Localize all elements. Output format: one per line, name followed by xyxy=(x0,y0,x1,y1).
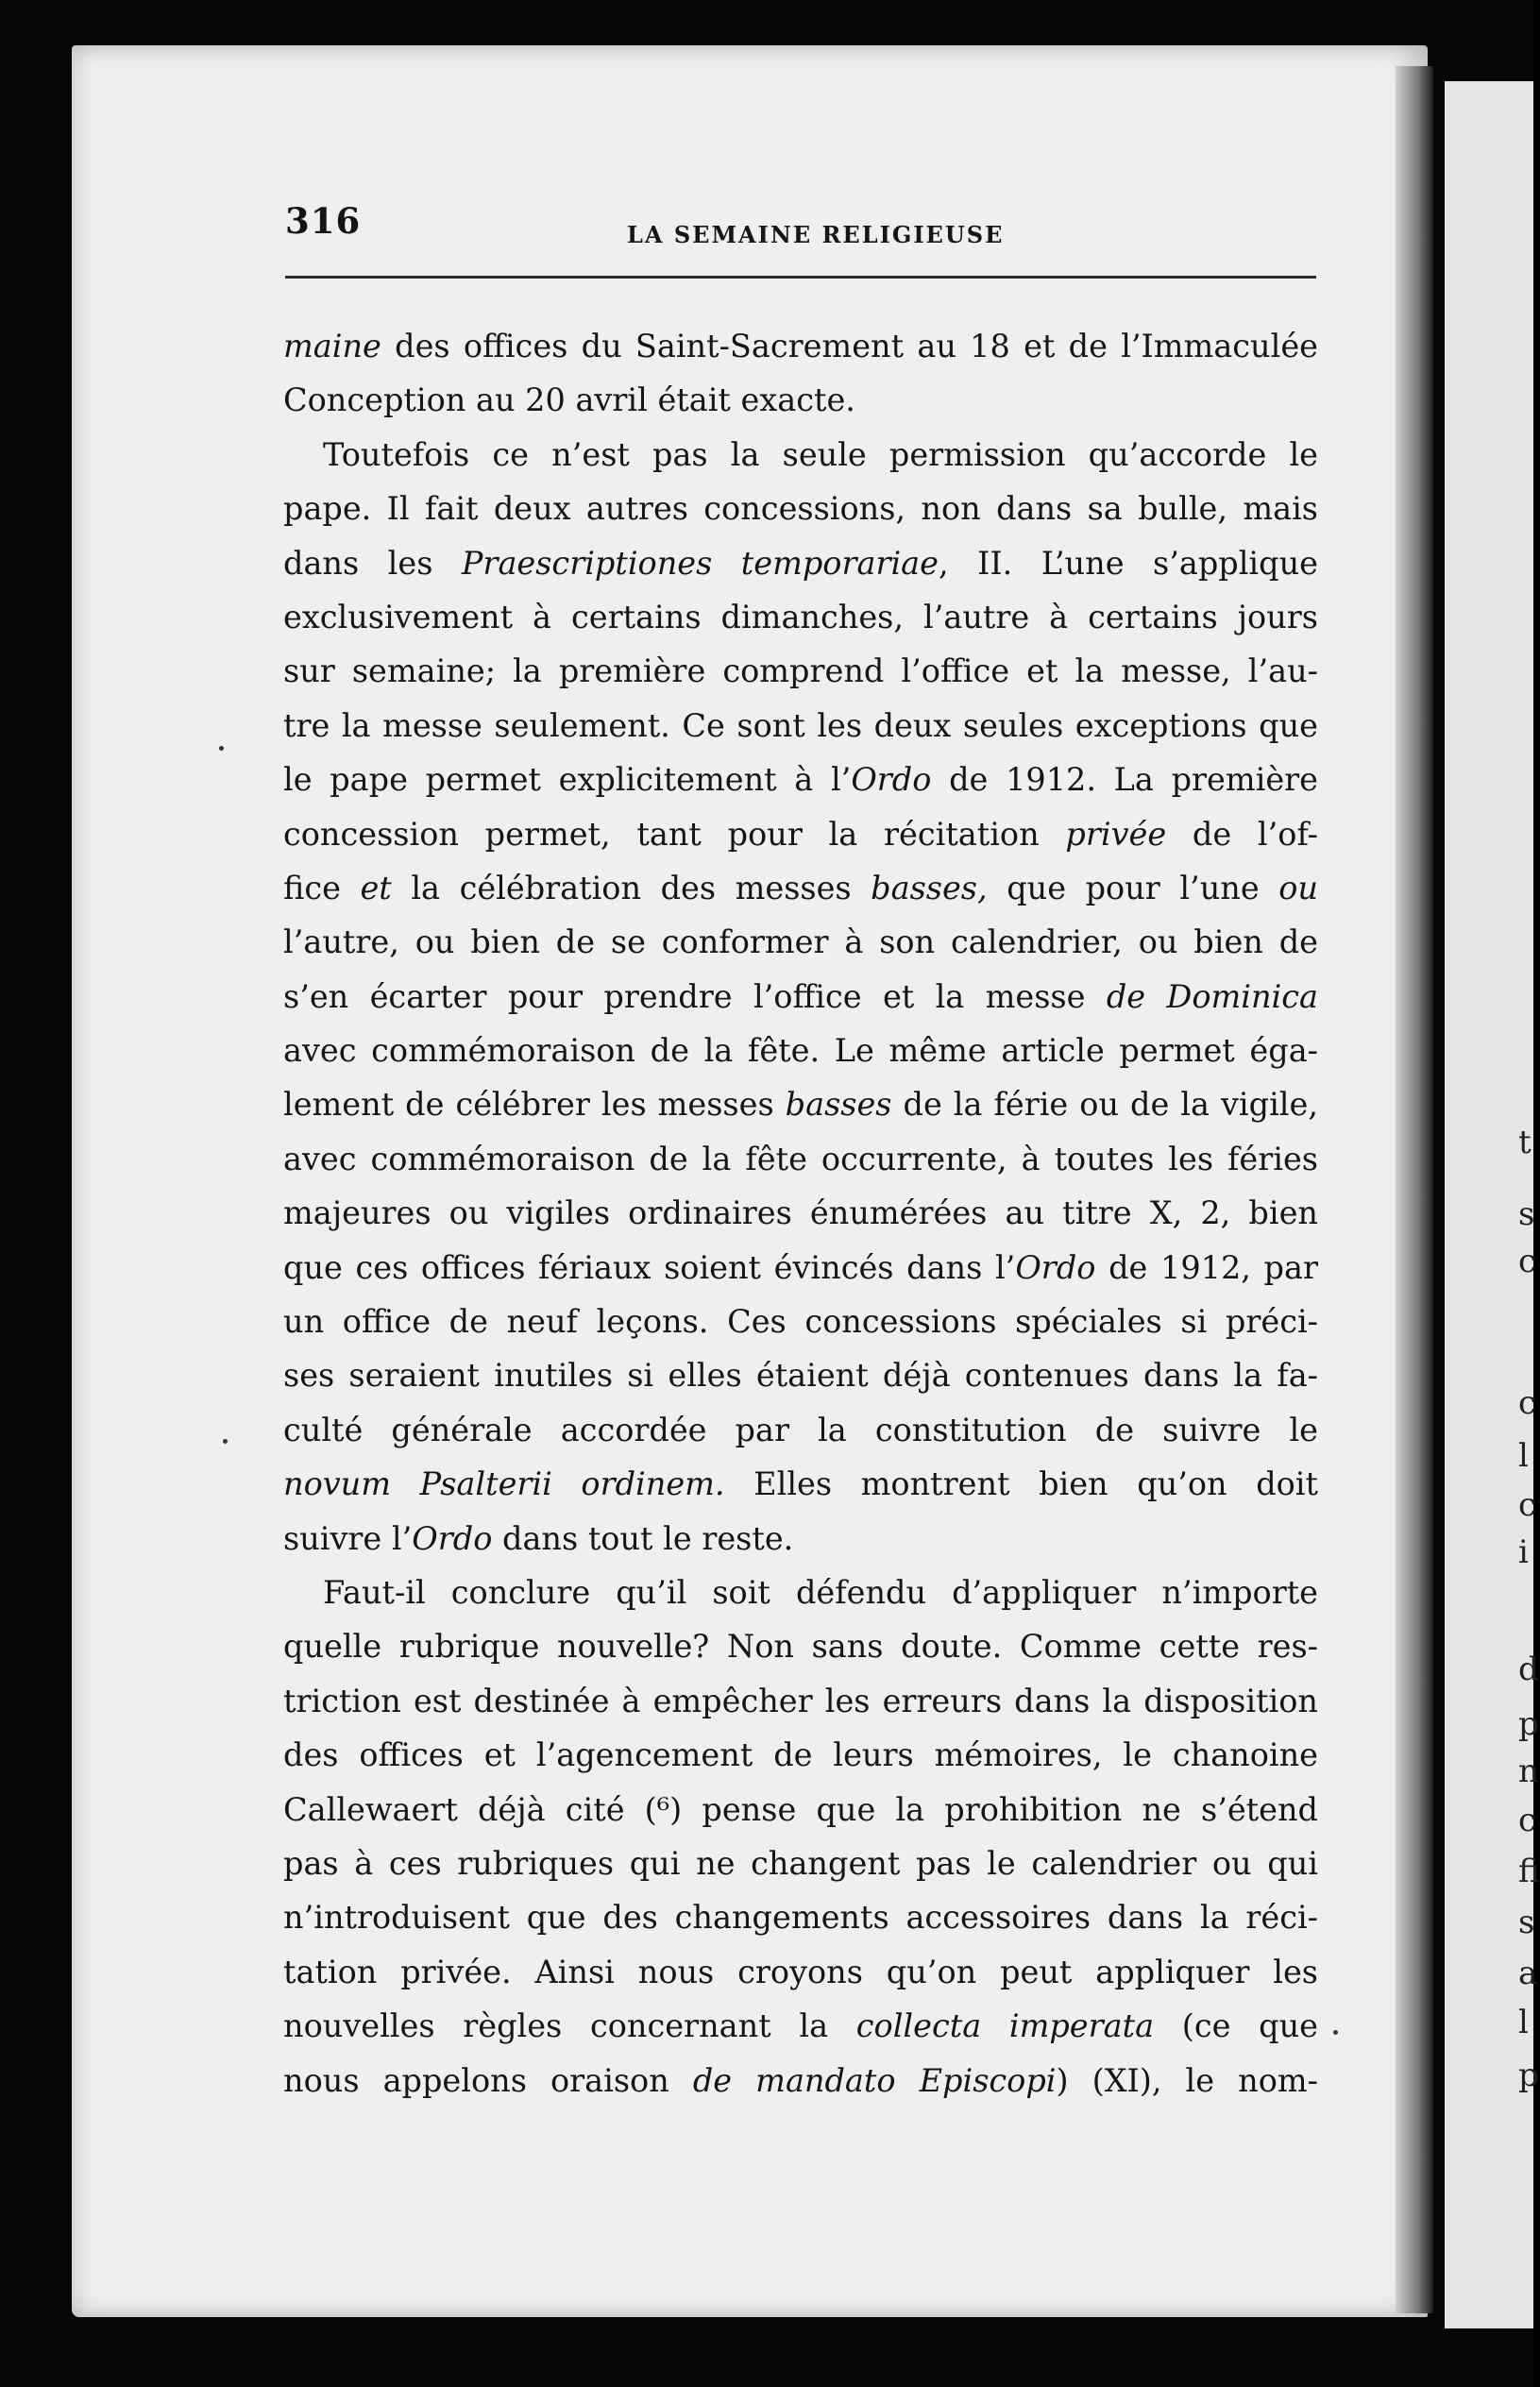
text-run: Conception au 20 avril était exacte. xyxy=(283,381,855,419)
text-run: pape. Il fait deux autres concessions, non dans sa bulle, mais xyxy=(283,490,1318,528)
text-line xyxy=(283,1132,1318,1186)
facing-page-fragment: a xyxy=(1518,1955,1538,1992)
text-run: Faut-il conclure qu’il soit défendu d’appliquer n’importe xyxy=(323,1573,1318,1611)
text-line xyxy=(283,1512,1318,1566)
text-run: exclusivement à certains dimanches, l’autre à certains jours xyxy=(283,598,1318,635)
text-line xyxy=(283,1457,1318,1511)
italic-run: novum Psalterii ordinem. xyxy=(283,1465,725,1503)
facing-page-fragment: c xyxy=(1518,1384,1537,1422)
text-run: nouvelles règles concernant la xyxy=(283,2007,856,2045)
text-line xyxy=(283,1945,1318,1999)
text-run: que pour l’une xyxy=(987,869,1279,906)
text-line xyxy=(283,590,1318,644)
text-line xyxy=(283,428,1318,482)
text-run: ) (XI), le nom- xyxy=(1056,2061,1318,2099)
text-run: (ce que xyxy=(1154,2007,1318,2045)
text-line xyxy=(283,1674,1318,1728)
page-gutter-shadow xyxy=(1396,66,1433,2313)
text-line xyxy=(283,915,1318,969)
italic-run: collecta imperata xyxy=(855,2007,1155,2045)
text-run: des offices et l’agencement de leurs mémoires, le chanoine xyxy=(283,1736,1318,1774)
print-speck xyxy=(223,1439,228,1444)
facing-page-fragment: p xyxy=(1518,1705,1539,1743)
text-run: , II. L’une s’applique xyxy=(938,544,1318,582)
text-line xyxy=(283,970,1318,1024)
print-speck xyxy=(1333,2030,1338,2035)
italic-run: Ordo xyxy=(412,1519,493,1557)
text-run: s’en écarter pour prendre l’office et la messe xyxy=(283,977,1107,1015)
facing-page-fragment: s xyxy=(1518,1904,1535,1941)
italic-run: maine xyxy=(283,328,381,364)
facing-page-fragment: i xyxy=(1518,1533,1529,1571)
text-line xyxy=(283,482,1318,535)
running-title: LA SEMAINE RELIGIEUSE xyxy=(627,221,1005,248)
text-run: suivre l’ xyxy=(283,1519,413,1557)
text-line xyxy=(283,753,1318,806)
text-line xyxy=(283,861,1318,915)
text-run: triction est destinée à empêcher les erreurs dans la disposition xyxy=(283,1682,1318,1719)
text-line xyxy=(283,536,1318,590)
text-line xyxy=(283,807,1318,861)
text-run: lement de célébrer les messes xyxy=(283,1086,786,1124)
facing-page-fragment: s xyxy=(1518,1195,1535,1233)
text-run: tation privée. Ainsi nous croyons qu’on peut appliquer les xyxy=(283,1953,1318,1990)
text-line xyxy=(283,2054,1318,2108)
italic-run: Ordo xyxy=(1015,1248,1096,1286)
text-run: sur semaine; la première comprend l’office et la messe, l’au- xyxy=(283,652,1318,690)
facing-page-fragment: n xyxy=(1518,1752,1539,1790)
text-line xyxy=(283,1186,1318,1240)
text-run: de la férie ou de la vigile, xyxy=(891,1086,1318,1124)
facing-page-fragment: c xyxy=(1518,1243,1537,1280)
text-line xyxy=(283,1999,1318,2053)
text-run: le pape permet explicitement à l’ xyxy=(283,761,852,799)
text-run: quelle rubrique nouvelle? Non sans doute. Comme cette res- xyxy=(283,1628,1318,1666)
italic-run: privée xyxy=(1065,815,1167,853)
text-run: n’introduisent que des changements accessoires dans la réci- xyxy=(283,1899,1318,1937)
text-run: concession permet, tant pour la récitation xyxy=(283,815,1066,853)
text-run: pas à ces rubriques qui ne changent pas le calendrier ou qui xyxy=(283,1844,1318,1882)
text-line xyxy=(283,1077,1318,1131)
italic-run: basses xyxy=(785,1086,892,1124)
text-line xyxy=(283,1024,1318,1077)
facing-page-fragment: fi xyxy=(1518,1853,1540,1890)
header-rule xyxy=(285,276,1316,279)
print-speck xyxy=(219,746,224,751)
text-line xyxy=(283,1241,1318,1295)
text-line xyxy=(283,1566,1318,1619)
text-run: nous appelons oraison xyxy=(283,2061,693,2099)
text-run: dans les xyxy=(283,544,462,582)
text-line xyxy=(283,1295,1318,1348)
text-run: l’autre, ou bien de se conformer à son calendrier, ou bien de xyxy=(283,923,1318,961)
facing-page-edge xyxy=(1445,81,1540,2328)
text-line xyxy=(283,1619,1318,1673)
text-line xyxy=(283,644,1318,698)
facing-page-fragment: l xyxy=(1518,2004,1529,2041)
text-run: des offices du Saint-Sacrement au 18 et de l’Immaculée xyxy=(381,328,1318,364)
italic-run: Praescriptiones temporariae xyxy=(461,544,939,582)
facing-page-fragment: p xyxy=(1518,2057,1539,2094)
text-run: la célébration des messes xyxy=(391,869,872,906)
italic-run: basses, xyxy=(871,869,988,906)
facing-page-fragment: c xyxy=(1518,1486,1537,1524)
text-line xyxy=(283,1783,1318,1837)
text-run: un office de neuf leçons. Ces concessions spéciales si préci- xyxy=(283,1303,1318,1341)
text-line xyxy=(283,699,1318,753)
italic-run: Ordo xyxy=(851,761,932,799)
italic-run: ou xyxy=(1278,869,1318,906)
facing-page-fragment: c xyxy=(1518,1802,1537,1839)
text-run: culté générale accordée par la constitution de suivre le xyxy=(283,1411,1318,1448)
italic-run: de Dominica xyxy=(1106,977,1318,1015)
facing-page-fragment: d xyxy=(1518,1651,1539,1688)
text-run: de l’of- xyxy=(1166,815,1318,853)
text-run: de 1912. La première xyxy=(931,761,1318,799)
body-text xyxy=(283,319,1318,2108)
italic-run: et xyxy=(360,869,392,906)
text-run: fice xyxy=(283,869,361,906)
text-run: que ces offices fériaux soient évincés dans l’ xyxy=(283,1248,1016,1286)
italic-run: de mandato Episcopi xyxy=(692,2061,1057,2099)
text-line xyxy=(283,1837,1318,1890)
text-run: de 1912, par xyxy=(1095,1248,1318,1286)
text-line xyxy=(283,1403,1318,1457)
text-run: Elles montrent bien qu’on doit xyxy=(724,1465,1318,1503)
text-run: dans tout le reste. xyxy=(492,1519,794,1557)
facing-page-fragment: t xyxy=(1518,1124,1532,1161)
text-line xyxy=(283,1728,1318,1782)
text-line xyxy=(283,373,1318,427)
text-run: avec commémoraison de la fête occurrente, à toutes les féries xyxy=(283,1140,1318,1177)
page-number: 316 xyxy=(285,200,362,242)
text-run: Toutefois ce n’est pas la seule permission qu’accorde le xyxy=(323,435,1318,473)
text-run: ses seraient inutiles si elles étaient déjà contenues dans la fa- xyxy=(283,1357,1318,1395)
text-run: Callewaert déjà cité (⁶) pense que la prohibition ne s’étend xyxy=(283,1790,1318,1828)
text-line xyxy=(283,1348,1318,1402)
page-header xyxy=(285,189,1314,279)
text-line xyxy=(283,319,1318,373)
text-run: avec commémoraison de la fête. Le même article permet éga- xyxy=(283,1032,1318,1070)
text-run: majeures ou vigiles ordinaires énumérées au titre X, 2, bien xyxy=(283,1194,1318,1232)
text-run: tre la messe seulement. Ce sont les deux seules exceptions que xyxy=(283,706,1318,744)
facing-page-fragment: l xyxy=(1518,1437,1529,1475)
text-line xyxy=(283,1890,1318,1944)
